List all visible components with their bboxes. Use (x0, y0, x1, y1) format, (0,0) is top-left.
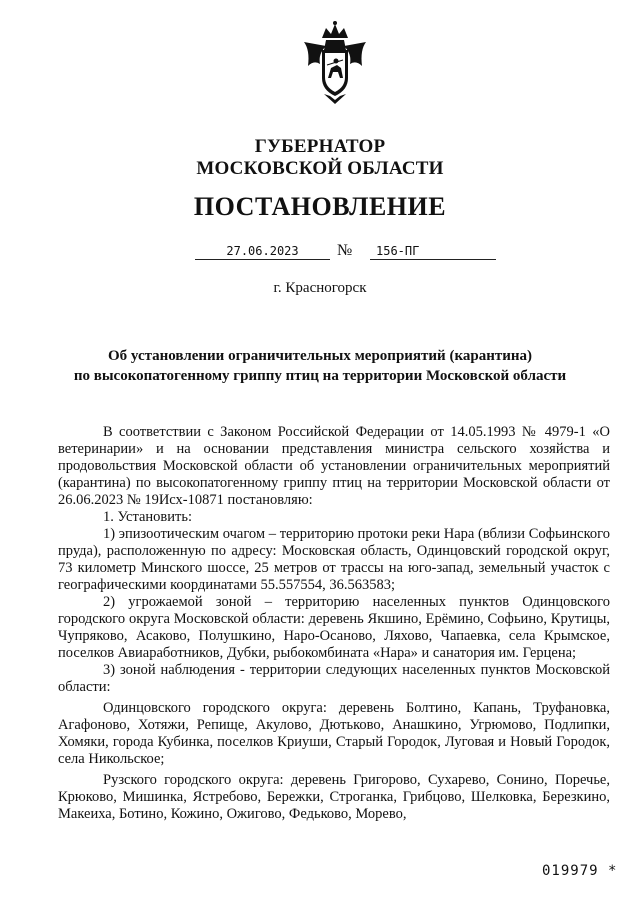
serial-number: 019979 * (542, 863, 618, 879)
body-paragraph: 2) угрожаемой зоной – территорию населенных пунктов Одинцовского городского округа Московской области: деревень Якшино, Ерёмино, Софьино, Крутицы, Чупряково, Асаково, Полушкино, Наро-Осаново, Ляхово, Чапаевка, села Крымское, поселков Авиаработников, Дубки, рыбокомбината «Нара» и санатория им. Герцена; (58, 594, 610, 661)
document-subject (0, 346, 640, 386)
document-number: 156-ПГ (370, 244, 496, 260)
body-paragraph: 3) зоной наблюдения - территории следующих населенных пунктов Московской области: (58, 662, 610, 695)
city: г. Красногорск (273, 280, 367, 296)
body-paragraph: 1. Установить: (103, 509, 193, 525)
body-paragraph: Рузского городского округа: деревень Григорово, Сухарево, Сонино, Поречье, Крюково, Мишинка, Ястребово, Бережки, Строганка, Грибцово, Шелковка, Березкино, Макеиха, Ботино, Кожино, Ожигово, Федьково, Морево, (58, 772, 610, 822)
body-paragraph: В соответствии с Законом Российской Федерации от 14.05.1993 № 4979-1 «О ветеринарии» и на основании представления министра сельского хозяйства и продовольствия Московской области об установлении ограничительных мероприятий (карантина) по высокопатогенному гриппу птиц на территории Московской области от 26.06.2023 № 19Исх-10871 постановляю: (58, 424, 610, 508)
subject-line1: Об установлении ограничительных мероприятий (карантина) (107, 348, 532, 364)
document-date: 27.06.2023 (195, 244, 330, 260)
document-body (58, 424, 610, 823)
number-sign: № (337, 242, 353, 259)
body-paragraph: 1) эпизоотическим очагом – территорию протоки реки Нара (вблизи Софьинского пруда), расположенную по адресу: Московская область, Одинцовский городской округ, 73 километр Минского шоссе, 25 метров от трассы на юго-запад, земельный участок с географическими координатами 55.557554, 36.563583; (58, 526, 610, 593)
issuer-title-line1: ГУБЕРНАТОР (254, 136, 386, 157)
issuer-title (0, 136, 640, 180)
issuer-title-line2: МОСКОВСКОЙ ОБЛАСТИ (196, 158, 444, 179)
document-meta (195, 244, 495, 266)
coat-of-arms-icon (300, 20, 370, 106)
document-type: ПОСТАНОВЛЕНИЕ (193, 192, 447, 221)
subject-line2: по высокопатогенному гриппу птиц на территории Московской области (73, 368, 567, 384)
body-paragraph: Одинцовского городского округа: деревень Болтино, Капань, Труфановка, Агафоново, Хотяжи, Репище, Акулово, Дютьково, Анашкино, Угрюмово, Подлипки, Хомяки, города Кубинка, поселков Криуши, Старый Городок, Луговая и Новый Городок, села Никольское; (58, 700, 610, 767)
